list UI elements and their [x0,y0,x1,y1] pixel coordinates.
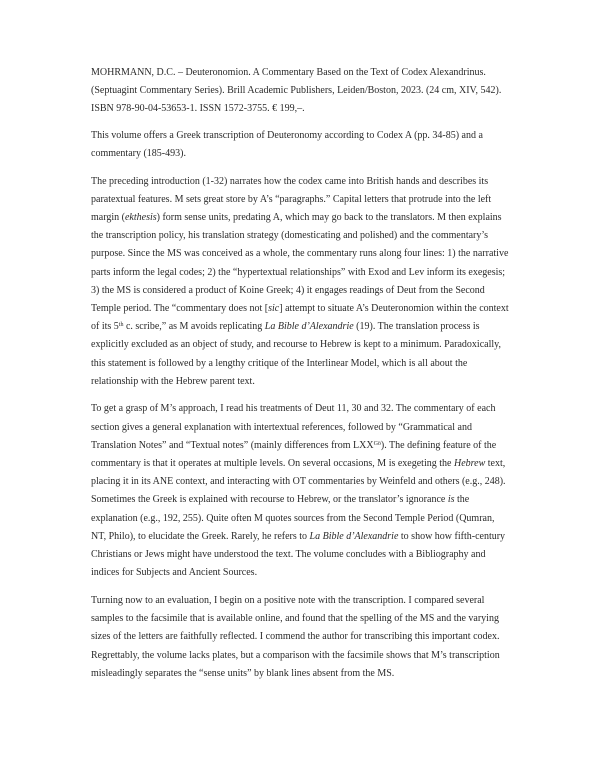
review-page [91,64,512,693]
text-run: To get a grasp of M’s approach, I read his treatments of Deut 11, 30 and 32. The commentary of each section gives a general explanation with intertextual references, followed by “Grammatical and Translation Notes” and “Textual notes” (mainly differences from LXX [91,403,496,451]
italic-term: ekthesis [124,211,157,223]
superscript: Gö [373,440,381,447]
text-run: to show how fifth-century Christians or Jews might have understood the text. The volume concludes with a Bibliography and indices for Subjects and Ancient Sources. [91,530,506,579]
italic-title: La Bible d’Alexandrie [264,321,354,333]
text-run: c. scribe,” as M avoids replicating [123,321,265,333]
italic-term: is [447,494,455,506]
text-run: ] attempt to situate A’s Deuteronomion within the context of its 5 [91,302,509,333]
text-run: the explanation (e.g., 192, 255). Quite often M quotes sources from the Second Temple Period (Qumran, NT, Philo), to elucidate the Greek. Rarely, he refers to [91,494,495,542]
superscript: th [118,322,124,329]
bibliographic-citation [91,64,512,119]
italic-term: Hebrew [453,458,486,470]
paragraph-overview [91,127,512,163]
paragraph-introduction [91,173,512,391]
text-run: text, placing it in its ANE context, and interacting with OT commentaries by Weinfeld and others (e.g., 248). Sometimes the Greek is explained with recourse to Hebrew, or the translator’s ignorance [91,458,506,506]
text-run: The preceding introduction (1-32) narrates how the codex came into British hands and describes its paratextual features. M sets great store by A’s “paragraphs.” Capital letters that protrude into the left margin ( [91,175,492,223]
text-run: ). The defining feature of the commentary is that it operates at multiple levels. On several occasions, M is exegeting the [91,439,497,470]
overview-text: This volume offers a Greek transcription of Deuteronomy according to Codex A (pp. 34-85) and a commentary (185-493). [91,129,483,159]
text-run: ) form sense units, predating A, which may go back to the translators. M then explains the transcription policy, his translation strategy (domesticating and polished) and the commentary’s purpose. Since the MS was conceived as a whole, the commentary runs along four lines: 1) the narrative parts inform the legal codes; 2) the “hypertextual relationships” with Exod and Lev inform its exegesis; 3) the MS is considered a product of Koine Greek; 4) it engages readings of Deut from the Second Temple period. The “commentary does not [ [91,211,509,314]
evaluation-text: Turning now to an evaluation, I begin on a positive note with the transcription. I compared several samples to the facsimile that is available online, and found that the spelling of the MS and the varying sizes of the letters are faithfully reflected. I commend the author for transcribing this important codex. Regrettably, the volume lacks plates, but a comparison with the facsimile shows that M’s transcription misleadingly separates the “sense units” by blank lines absent from the MS. [91,594,500,679]
italic-title: La Bible d’Alexandrie [309,530,399,542]
text-run: (19). The translation process is explicitly excluded as an object of study, and recourse to Hebrew is kept to a minimum. Paradoxically, this statement is followed by a lengthy critique of the Interlinear Model, which is all about the relationship with the Hebrew parent text. [91,321,501,387]
italic-term: sic [268,302,280,314]
paragraph-approach [91,400,512,582]
paragraph-evaluation [91,592,512,683]
citation-text: MOHRMANN, D.C. – Deuteronomion. A Commentary Based on the Text of Codex Alexandrinus. (Septuagint Commentary Series). Brill Academic Publishers, Leiden/Boston, 2023. (24 cm, XIV, 542). ISBN 978-90-04-53653-1. ISSN 1572-3755. € 199,–. [91,67,502,115]
